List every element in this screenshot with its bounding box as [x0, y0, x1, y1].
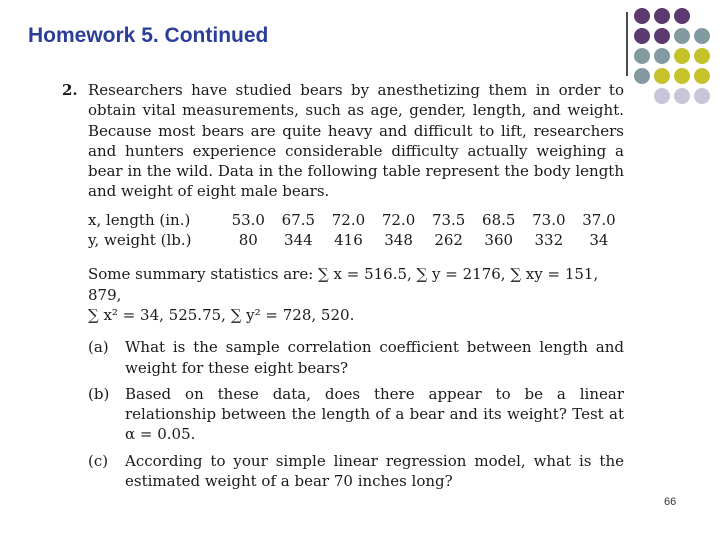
table-cell: 360	[484, 231, 514, 250]
subquestion-a	[88, 337, 624, 378]
subquestion-b	[88, 384, 624, 445]
table-cell: 72.0	[331, 210, 366, 229]
table-row	[88, 210, 624, 230]
decor-dot	[654, 68, 670, 84]
decor-dot	[694, 28, 710, 44]
table-cell: 73.0	[532, 210, 566, 229]
decor-dot	[654, 8, 670, 24]
subquestion-label: (a)	[88, 338, 109, 357]
subquestion-text: What is the sample correlation coefficient between length and weight for these eight bears?	[125, 338, 624, 377]
page-number: 66	[664, 496, 677, 508]
subquestion-label: (b)	[88, 384, 110, 403]
subquestion-list	[88, 337, 624, 491]
problem-statement: Researchers have studied bears by anesthetizing them in order to obtain vital measurements, such as age, gender, length, and weight. Because most bears are quite heavy and difficult to lift, researchers and hunters experience considerable difficulty actually weighing a bear in the wild. Data in the following table represent the body length and weight of eight male bears.	[88, 81, 624, 201]
decor-dot	[634, 48, 650, 64]
subquestion-text: Based on these data, does there appear to be a linear relationship between the length of a bear and its weight? Test at α = 0.05.	[125, 384, 624, 444]
subquestion-label: (c)	[88, 451, 109, 470]
decorative-dot-grid	[634, 8, 720, 120]
decor-dot	[674, 8, 690, 24]
decor-dot	[694, 48, 710, 64]
table-cell: 73.5	[431, 210, 466, 229]
decor-dot	[694, 68, 710, 84]
decor-dot	[694, 88, 710, 104]
table-cell: 348	[384, 231, 413, 250]
decor-dot	[654, 88, 670, 104]
summary-line: ∑ x² = 34, 525.75, ∑ y² = 728, 520.	[88, 305, 355, 324]
table-cell: 80	[238, 231, 258, 250]
header-divider	[626, 12, 628, 76]
subquestion-text: According to your simple linear regression model, what is the estimated weight of a bear 70 inches long?	[125, 451, 624, 491]
table-cell: 37.0	[582, 210, 616, 229]
table-cell: 72.0	[381, 210, 416, 229]
decor-dot	[654, 48, 670, 64]
decor-dot	[674, 88, 690, 104]
decor-dot	[634, 8, 650, 24]
bear-data-table	[88, 210, 624, 251]
decor-dot	[674, 48, 690, 64]
table-cell: 67.5	[281, 210, 316, 229]
table-cell: 53.0	[231, 210, 265, 229]
table-cell: 332	[534, 231, 564, 250]
decor-dot	[674, 68, 690, 84]
subquestion-c	[88, 451, 624, 492]
problem-2	[62, 80, 624, 497]
problem-number: 2.	[62, 81, 78, 99]
slide-title: Homework 5. Continued	[28, 24, 269, 47]
decor-dot	[634, 28, 650, 44]
decor-dot	[634, 68, 650, 84]
row-label: y, weight (lb.)	[88, 231, 192, 250]
table-row	[88, 230, 624, 250]
table-cell: 34	[589, 231, 609, 250]
table-cell: 68.5	[482, 210, 516, 229]
table-cell: 416	[334, 231, 363, 250]
summary-statistics	[88, 264, 624, 325]
decor-dot	[674, 28, 690, 44]
summary-line: Some summary statistics are: ∑ x = 516.5, ∑ y = 2176, ∑ xy = 151, 879,	[88, 265, 599, 304]
row-label: x, length (in.)	[88, 210, 191, 229]
table-cell: 344	[284, 231, 313, 250]
table-cell: 262	[434, 231, 463, 250]
decor-dot	[654, 28, 670, 44]
